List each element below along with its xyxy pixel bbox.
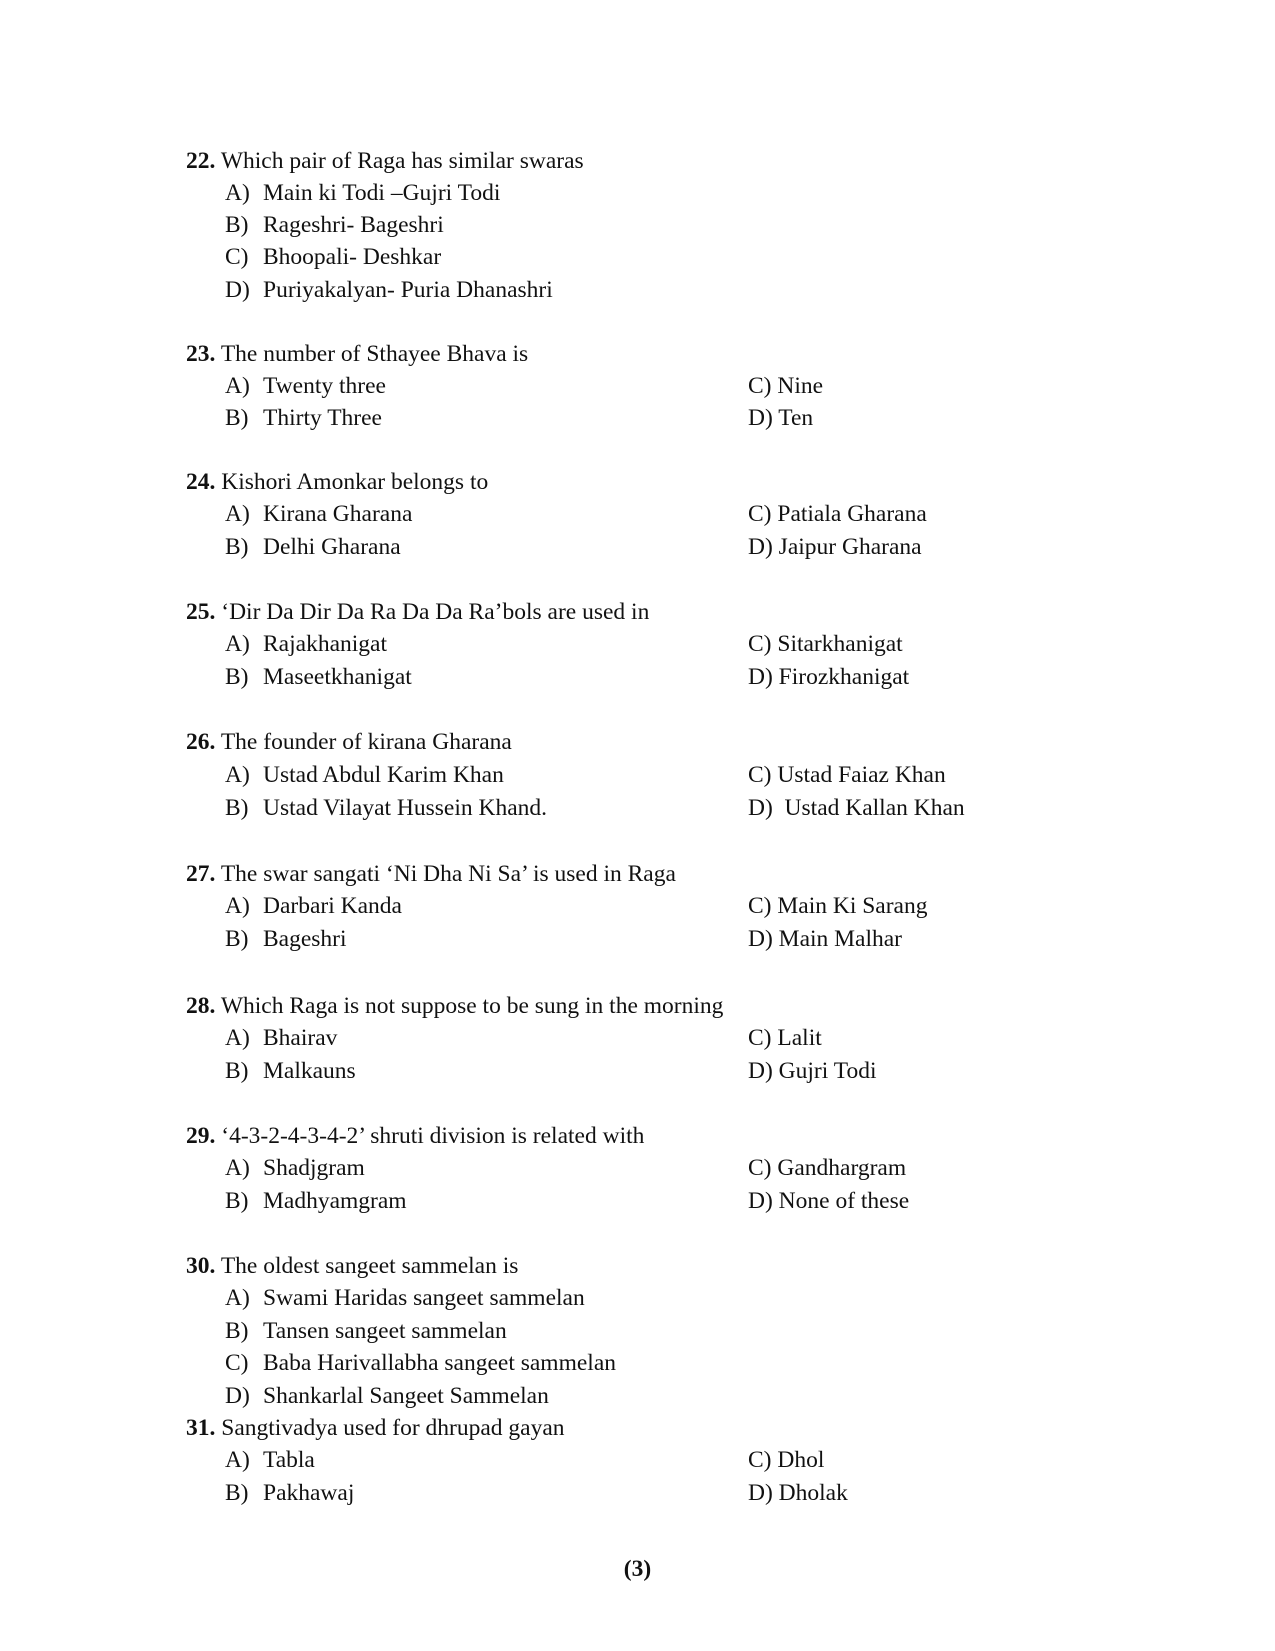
question-number: 22.	[186, 148, 216, 174]
option-c: C) Gandhargram	[748, 1155, 907, 1181]
question-text: ‘Dir Da Dir Da Ra Da Da Ra’bols are used in	[221, 599, 650, 625]
option-c: C) Nine	[748, 373, 824, 399]
option-d: D) Puriyakalyan- Puria Dhanashri	[225, 277, 553, 303]
option-c: C) Bhoopali- Deshkar	[225, 244, 442, 270]
question-number: 29.	[186, 1123, 216, 1149]
question-29	[186, 1120, 644, 1152]
question-number: 25.	[186, 599, 216, 625]
question-text: Which Raga is not suppose to be sung in the morning	[220, 993, 724, 1019]
option-b: B) Pakhawaj	[225, 1480, 355, 1506]
option-d: D) Gujri Todi	[748, 1058, 877, 1084]
option-d: D) Main Malhar	[748, 926, 903, 952]
question-27	[186, 858, 676, 890]
question-number: 31.	[186, 1415, 216, 1441]
option-c: C) Sitarkhanigat	[748, 631, 903, 657]
option-d: D) Jaipur Gharana	[748, 534, 922, 560]
question-number: 24.	[186, 469, 216, 495]
question-number: 23.	[186, 341, 216, 367]
question-text: Sangtivadya used for dhrupad gayan	[221, 1415, 565, 1441]
option-d: D) Shankarlal Sangeet Sammelan	[225, 1383, 549, 1409]
question-text: The number of Sthayee Bhava is	[220, 341, 529, 367]
option-a: A) Main ki Todi –Gujri Todi	[225, 180, 501, 206]
question-text: The swar sangati ‘Ni Dha Ni Sa’ is used in Raga	[220, 861, 676, 887]
question-text: The founder of kirana Gharana	[220, 729, 512, 755]
option-c: C) Main Ki Sarang	[748, 893, 928, 919]
option-d: D) Dholak	[748, 1480, 848, 1506]
option-a: A) Rajakhanigat	[225, 631, 387, 657]
option-a: A) Ustad Abdul Karim Khan	[225, 762, 504, 788]
option-d: D) Ten	[748, 405, 814, 431]
question-25	[186, 596, 649, 628]
option-a: A) Kirana Gharana	[225, 501, 413, 527]
option-c: C) Ustad Faiaz Khan	[748, 762, 946, 788]
option-b: B) Malkauns	[225, 1058, 356, 1084]
option-d: D) Ustad Kallan Khan	[748, 795, 965, 821]
question-text: ‘4-3-2-4-3-4-2’ shruti division is related with	[221, 1123, 645, 1149]
question-number: 27.	[186, 861, 216, 887]
option-b: B) Madhyamgram	[225, 1188, 407, 1214]
question-number: 28.	[186, 993, 216, 1019]
page-number: (3)	[623, 1556, 652, 1582]
question-text: The oldest sangeet sammelan is	[220, 1253, 519, 1279]
question-text: Kishori Amonkar belongs to	[221, 469, 489, 495]
option-b: B) Maseetkhanigat	[225, 664, 412, 690]
option-b: B) Delhi Gharana	[225, 534, 401, 560]
option-c: C) Patiala Gharana	[748, 501, 927, 527]
option-b: B) Rageshri- Bageshri	[225, 212, 444, 238]
option-d: D) None of these	[748, 1188, 910, 1214]
option-c: C) Lalit	[748, 1025, 822, 1051]
question-number: 26.	[186, 729, 216, 755]
option-a: A) Twenty three	[225, 373, 386, 399]
option-b: B) Ustad Vilayat Hussein Khand.	[225, 795, 548, 821]
option-d: D) Firozkhanigat	[748, 664, 910, 690]
option-a: A) Shadjgram	[225, 1155, 365, 1181]
question-text: Which pair of Raga has similar swaras	[220, 148, 584, 174]
question-number: 30.	[186, 1253, 216, 1279]
option-a: A) Bhairav	[225, 1025, 338, 1051]
option-b: B) Thirty Three	[225, 405, 382, 431]
question-26	[186, 726, 512, 758]
option-b: B) Tansen sangeet sammelan	[225, 1318, 507, 1344]
question-23	[186, 338, 528, 370]
option-a: A) Tabla	[225, 1447, 315, 1473]
option-b: B) Bageshri	[225, 926, 347, 952]
option-a: A) Darbari Kanda	[225, 893, 402, 919]
question-22	[186, 145, 584, 177]
question-24	[186, 466, 488, 498]
option-c: C) Baba Harivallabha sangeet sammelan	[225, 1350, 617, 1376]
option-c: C) Dhol	[748, 1447, 825, 1473]
question-30	[186, 1250, 518, 1282]
option-a: A) Swami Haridas sangeet sammelan	[225, 1285, 585, 1311]
question-28	[186, 990, 723, 1022]
question-31	[186, 1412, 565, 1444]
